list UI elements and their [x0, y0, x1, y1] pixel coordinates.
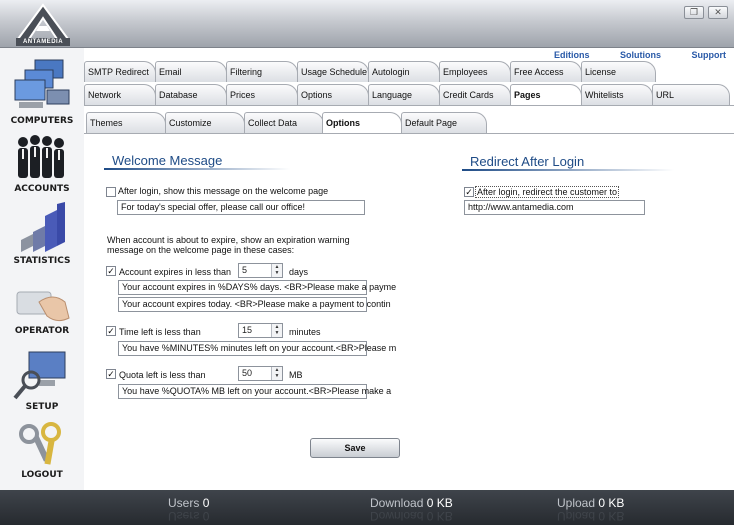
- quota-stepper[interactable]: [238, 366, 283, 381]
- subtab-default-page[interactable]: Default Page: [401, 112, 487, 133]
- tab-filtering[interactable]: Filtering: [226, 61, 298, 82]
- account-expires-label: Account expires in less than: [119, 267, 232, 277]
- users-value: 0: [202, 496, 210, 510]
- tab-usage-schedule[interactable]: Usage Schedule: [297, 61, 369, 82]
- status-bar: [0, 490, 734, 525]
- save-button[interactable]: Save: [310, 438, 400, 458]
- sidebar-item-label: SETUP: [25, 402, 59, 412]
- subtab-options[interactable]: Options: [322, 112, 402, 133]
- restore-icon: ❐: [689, 7, 699, 17]
- logout-icon: [13, 420, 71, 468]
- account-expires-checkbox[interactable]: ✓: [107, 266, 115, 276]
- statistics-icon: [13, 202, 71, 254]
- redirect-label: After login, redirect the customer to: [477, 187, 618, 197]
- sidebar-item-accounts[interactable]: [0, 134, 84, 194]
- tab-options[interactable]: Options: [297, 84, 369, 105]
- sidebar-item-setup[interactable]: [0, 350, 84, 412]
- title-bar: [0, 0, 734, 48]
- minutes-stepper[interactable]: [238, 323, 283, 338]
- redirect-checkbox[interactable]: ✓: [465, 187, 473, 197]
- tab-free-access[interactable]: Free Access: [510, 61, 582, 82]
- tab-url[interactable]: URL: [652, 84, 730, 105]
- editions-link[interactable]: Editions: [553, 50, 590, 60]
- sidebar-item-operator[interactable]: [0, 284, 84, 336]
- logo-a-icon: [16, 4, 70, 40]
- days-value: 5: [242, 265, 248, 275]
- sidebar-item-computers[interactable]: [0, 56, 84, 126]
- days-unit: days: [289, 267, 309, 277]
- upload-value: 0 KB: [598, 496, 625, 510]
- sidebar-item-label: STATISTICS: [13, 256, 71, 266]
- sidebar-item-logout[interactable]: [0, 420, 84, 480]
- close-button[interactable]: [708, 6, 728, 19]
- computers-icon: [13, 56, 71, 114]
- tab-whitelists[interactable]: Whitelists: [581, 84, 653, 105]
- quota-left-message-field[interactable]: You have %QUOTA% MB left on your account.<BR>Please make a: [118, 384, 367, 399]
- download-value: 0 KB: [426, 496, 453, 510]
- upload-stat: [557, 496, 624, 510]
- sidebar: [0, 48, 84, 490]
- download-stat-reflection: Download 0 KB: [370, 509, 453, 523]
- spinner-arrows-icon[interactable]: ▲ ▼: [271, 367, 282, 380]
- show-welcome-label: After login, show this message on the welcome page: [118, 186, 329, 196]
- operator-icon: [13, 284, 71, 324]
- tab-network[interactable]: Network: [84, 84, 156, 105]
- download-stat: [370, 496, 453, 510]
- sidebar-item-statistics[interactable]: [0, 202, 84, 266]
- subtab-divider: [84, 133, 734, 134]
- welcome-title-underline: [104, 168, 290, 170]
- support-link[interactable]: Support: [691, 50, 726, 60]
- upload-stat-reflection: Upload 0 KB: [557, 509, 625, 523]
- accounts-icon: [13, 134, 71, 182]
- tab-autologin[interactable]: Autologin: [368, 61, 440, 82]
- tab-license[interactable]: License: [581, 61, 656, 82]
- users-stat: [168, 496, 209, 510]
- sidebar-item-label: ACCOUNTS: [14, 184, 70, 194]
- tab-smtp-redirect[interactable]: SMTP Redirect: [84, 61, 156, 82]
- welcome-section-title: Welcome Message: [112, 153, 223, 168]
- expires-today-message-field[interactable]: Your account expires today. <BR>Please make a payment to contin: [118, 297, 367, 312]
- welcome-message-field[interactable]: For today's special offer, please call our office!: [117, 200, 365, 215]
- quota-left-label: Quota left is less than: [119, 370, 206, 380]
- tab-pages[interactable]: Pages: [510, 84, 582, 105]
- tab-divider: [84, 105, 734, 106]
- upload-label: Upload: [557, 496, 596, 510]
- sidebar-item-label: OPERATOR: [14, 326, 70, 336]
- antamedia-logo: [16, 4, 70, 46]
- tab-language[interactable]: Language: [368, 84, 440, 105]
- spinner-arrows-icon[interactable]: ▲ ▼: [271, 264, 282, 277]
- expires-days-message-field[interactable]: Your account expires in %DAYS% days. <BR>Please make a payme: [118, 280, 367, 295]
- spinner-arrows-icon[interactable]: ▲ ▼: [271, 324, 282, 337]
- users-label: Users: [168, 496, 200, 510]
- tab-credit-cards[interactable]: Credit Cards: [439, 84, 511, 105]
- minutes-value: 15: [242, 325, 253, 335]
- time-left-label: Time left is less than: [119, 327, 201, 337]
- expire-intro-line1: When account is about to expire, show an expiration warning: [107, 235, 350, 245]
- restore-button[interactable]: [684, 6, 704, 19]
- sidebar-item-label: LOGOUT: [21, 470, 63, 480]
- tab-database[interactable]: Database: [155, 84, 227, 105]
- solutions-link[interactable]: Solutions: [619, 50, 661, 60]
- time-left-message-field[interactable]: You have %MINUTES% minutes left on your account.<BR>Please m: [118, 341, 367, 356]
- quota-unit: MB: [289, 370, 303, 380]
- close-icon: ✕: [714, 7, 722, 17]
- quota-left-checkbox[interactable]: ✓: [107, 369, 115, 379]
- main-panel: [84, 48, 734, 490]
- logo-text: ANTAMEDIA: [16, 38, 70, 46]
- tab-prices[interactable]: Prices: [226, 84, 298, 105]
- subtab-collect-data[interactable]: Collect Data: [244, 112, 324, 133]
- show-welcome-checkbox[interactable]: [106, 187, 116, 197]
- expire-intro-line2: message on the welcome page in these cases:: [107, 245, 295, 255]
- subtab-customize[interactable]: Customize: [165, 112, 245, 133]
- minutes-unit: minutes: [289, 327, 321, 337]
- subtab-themes[interactable]: Themes: [86, 112, 166, 133]
- tab-email[interactable]: Email: [155, 61, 227, 82]
- top-links: [526, 50, 726, 60]
- quota-value: 50: [242, 368, 253, 378]
- setup-icon: [13, 350, 71, 400]
- time-left-checkbox[interactable]: ✓: [107, 326, 115, 336]
- sidebar-item-label: COMPUTERS: [10, 116, 74, 126]
- redirect-section-title: Redirect After Login: [470, 154, 585, 169]
- days-stepper[interactable]: [238, 263, 283, 278]
- tab-employees[interactable]: Employees: [439, 61, 511, 82]
- users-stat-reflection: Users 0: [168, 509, 210, 523]
- redirect-title-underline: [462, 169, 674, 171]
- download-label: Download: [370, 496, 424, 510]
- redirect-url-field[interactable]: http://www.antamedia.com: [464, 200, 645, 215]
